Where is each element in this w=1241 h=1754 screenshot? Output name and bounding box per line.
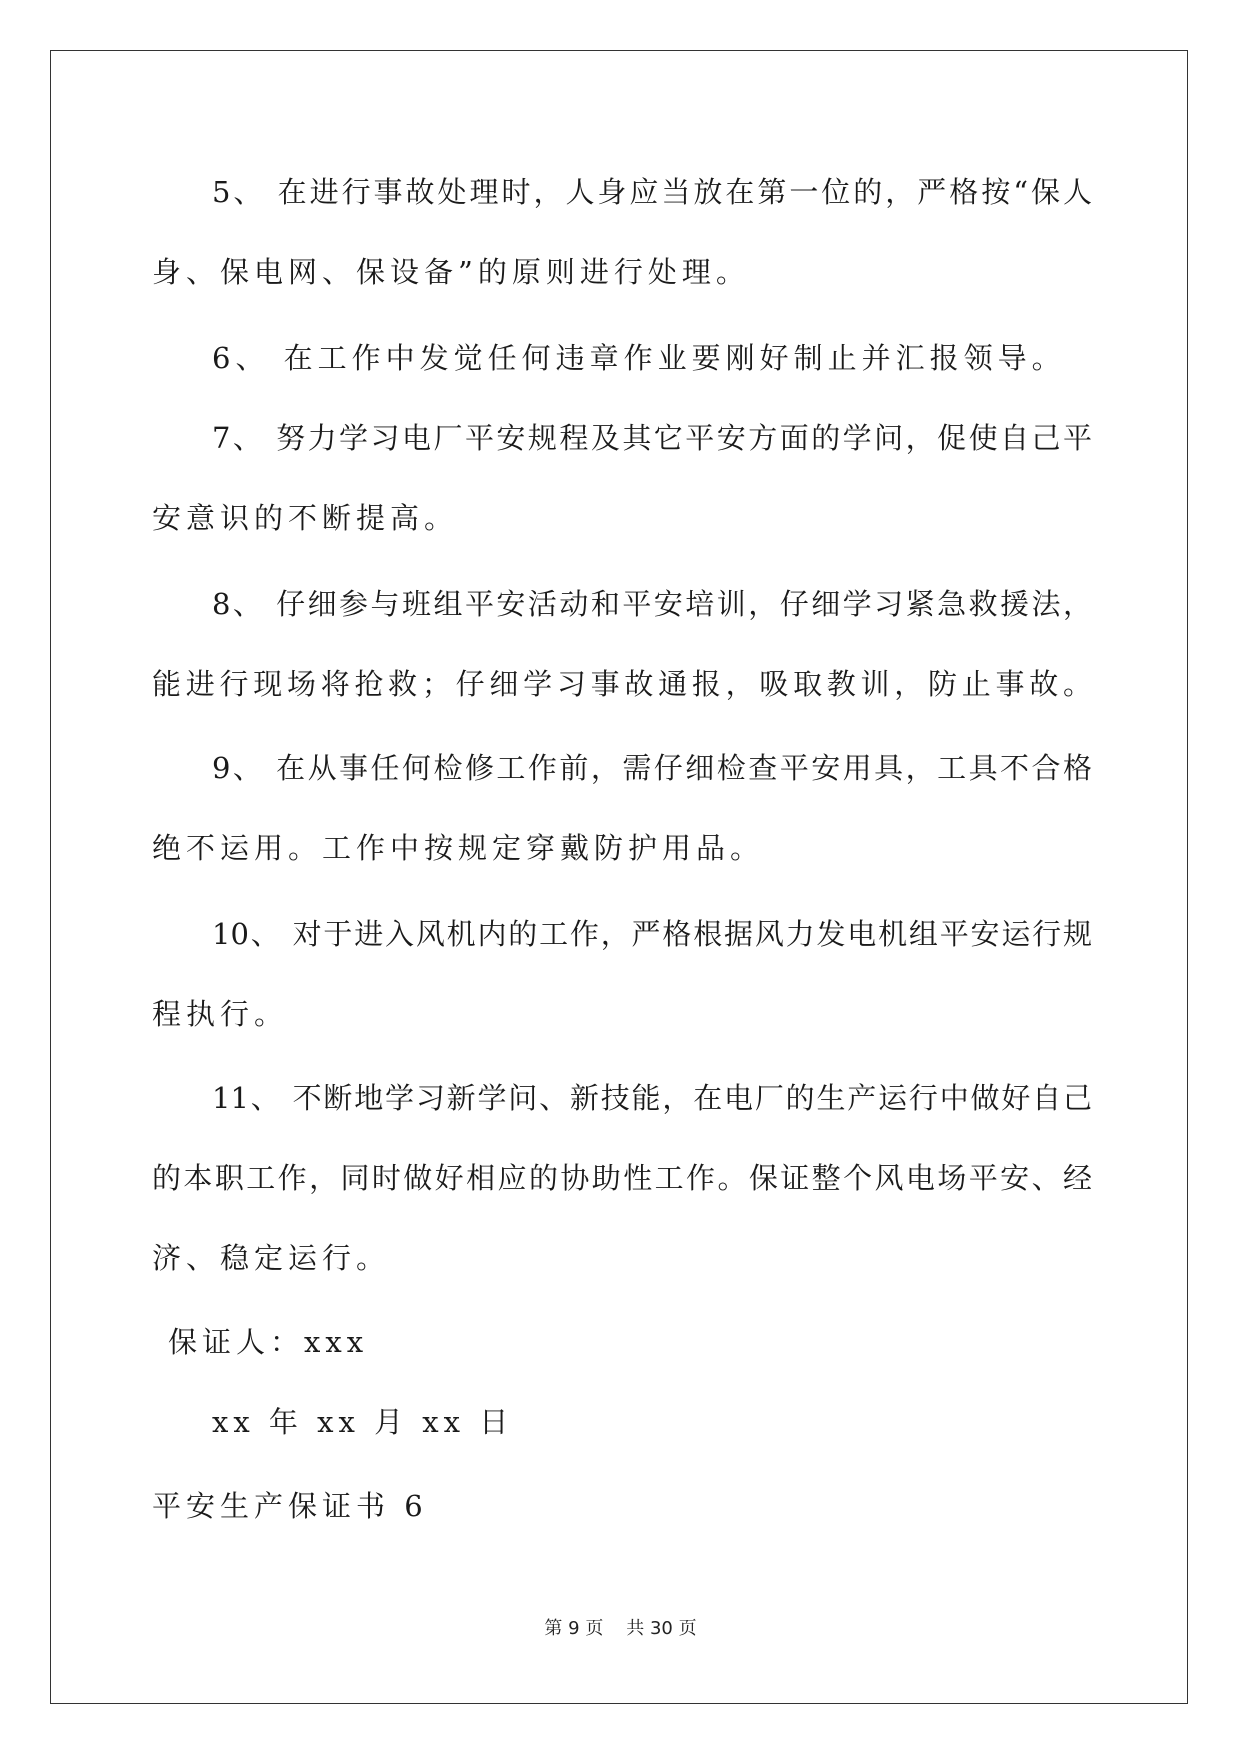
paragraph-9-line-1: 9、 在从事任何检修工作前，需仔细检查平安用具，工具不合格 xyxy=(212,751,1092,785)
paragraph-5-line-1: 5、 在进行事故处理时，人身应当放在第一位的，严格按“保人 xyxy=(212,175,1092,209)
page-footer xyxy=(0,1617,1241,1641)
paragraph-7-line-1: 7、 努力学习电厂平安规程及其它平安方面的学问，促使自己平 xyxy=(212,421,1092,455)
paragraph-8-line-1: 8、 仔细参与班组平安活动和平安培训，仔细学习紧急救援法， xyxy=(212,587,1092,621)
paragraph-11-line-2: 的本职工作，同时做好相应的协助性工作。保证整个风电场平安、经 xyxy=(152,1161,1092,1195)
paragraph-7-line-2: 安意识的不断提高。 xyxy=(152,501,459,535)
paragraph-11-line-1: 11、 不断地学习新学问、新技能，在电厂的生产运行中做好自己 xyxy=(212,1081,1092,1115)
paragraph-11-line-3: 济、稳定运行。 xyxy=(152,1241,391,1275)
guarantor-signature: 保证人：xxx xyxy=(168,1325,369,1359)
page-number: 第 9 页 xyxy=(544,1618,604,1639)
paragraph-9-line-2: 绝不运用。工作中按规定穿戴防护用品。 xyxy=(152,831,765,865)
paragraph-8-line-2: 能进行现场将抢救；仔细学习事故通报，吸取教训，防止事故。 xyxy=(152,667,1092,701)
page-total: 共 30 页 xyxy=(626,1618,697,1639)
paragraph-6-line-1: 6、 在工作中发觉任何违章作业要刚好制止并汇报领导。 xyxy=(212,341,1066,375)
page-border xyxy=(50,50,1188,1704)
paragraph-5-line-2: 身、保电网、保设备”的原则进行处理。 xyxy=(152,255,750,289)
signing-date: xx 年 xx 月 xx 日 xyxy=(212,1405,514,1439)
paragraph-10-line-1: 10、 对于进入风机内的工作，严格根据风力发电机组平安运行规 xyxy=(212,917,1092,951)
next-section-title: 平安生产保证书 6 xyxy=(152,1489,428,1523)
paragraph-10-line-2: 程执行。 xyxy=(152,997,289,1031)
